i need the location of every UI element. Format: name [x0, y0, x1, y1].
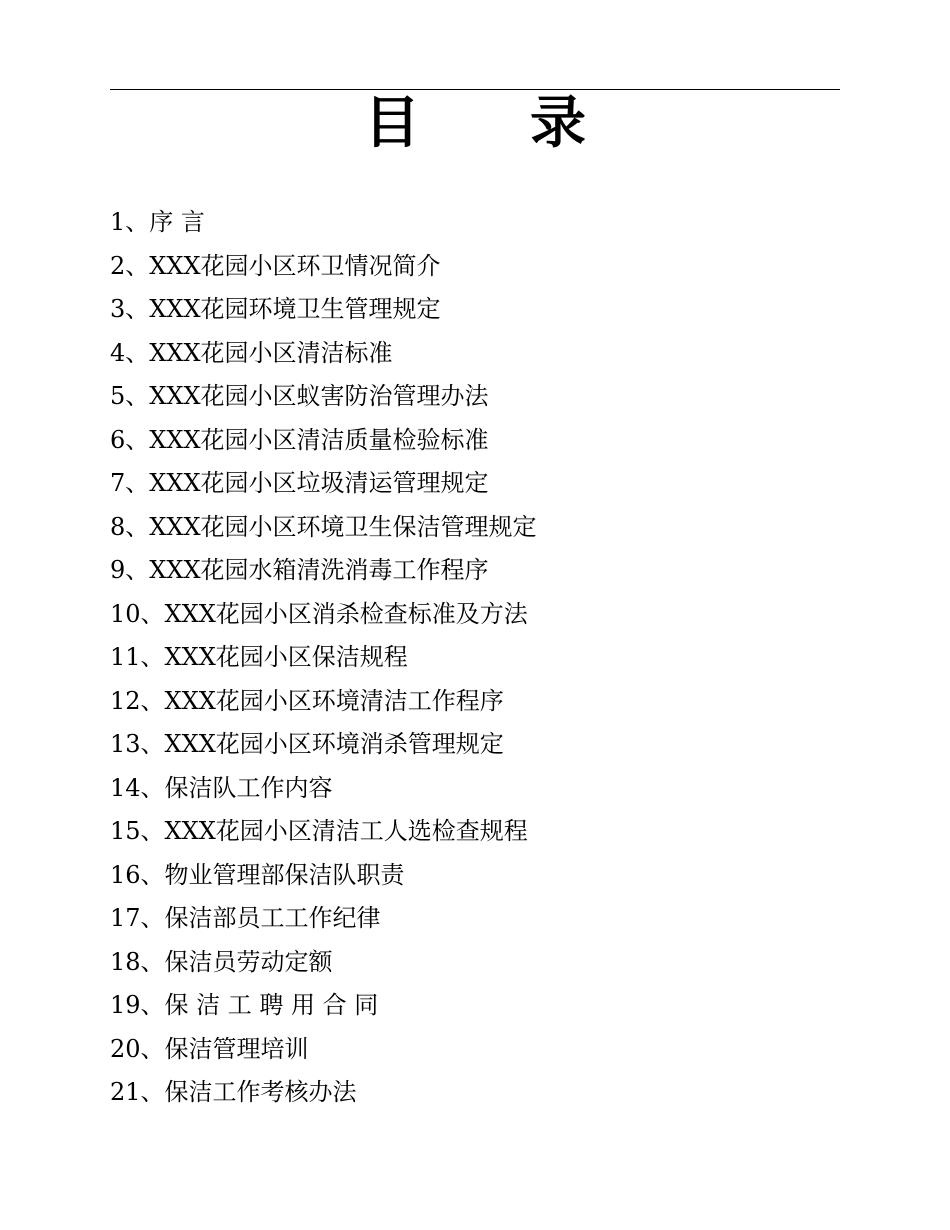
toc-item: 14、保洁队工作内容: [110, 773, 333, 802]
toc-item: 18、保洁员劳动定额: [110, 947, 333, 976]
header-rule: [110, 89, 840, 90]
toc-item: 5、XXX花园小区蚁害防治管理办法: [110, 382, 489, 410]
toc-item: 21、保洁工作考核办法: [110, 1078, 357, 1106]
toc-item: 15、XXX花园小区清洁工人选检查规程: [110, 817, 528, 845]
title-char-1: 目: [364, 90, 420, 156]
toc-item: 1、序 言: [110, 208, 205, 236]
toc-item: 8、XXX花园小区环境卫生保洁管理规定: [110, 512, 537, 541]
toc-item: 13、XXX花园小区环境消杀管理规定: [110, 730, 504, 758]
toc-item: 20、保洁管理培训: [110, 1034, 309, 1063]
toc-item: 12、XXX花园小区环境清洁工作程序: [110, 686, 504, 715]
toc-item: 7、XXX花园小区垃圾清运管理规定: [110, 469, 489, 497]
page-title: [0, 92, 950, 154]
toc-item: 10、XXX花园小区消杀检查标准及方法: [110, 599, 528, 628]
toc-item: 6、XXX花园小区清洁质量检验标准: [110, 425, 489, 454]
toc-item: 19、保 洁 工 聘 用 合 同: [110, 991, 379, 1019]
toc-item: 2、XXX花园小区环卫情况简介: [110, 251, 441, 280]
toc-item: 9、XXX花园水箱清洗消毒工作程序: [110, 556, 489, 584]
toc-item: 4、XXX花园小区清洁标准: [110, 338, 393, 367]
toc-item: 3、XXX花园环境卫生管理规定: [110, 295, 441, 323]
toc-item: 16、物业管理部保洁队职责: [110, 860, 405, 889]
toc-item: 11、XXX花园小区保洁规程: [110, 643, 408, 671]
table-of-contents: [110, 201, 850, 1115]
toc-item: 17、保洁部员工工作纪律: [110, 904, 381, 932]
title-char-2: 录: [530, 90, 586, 156]
